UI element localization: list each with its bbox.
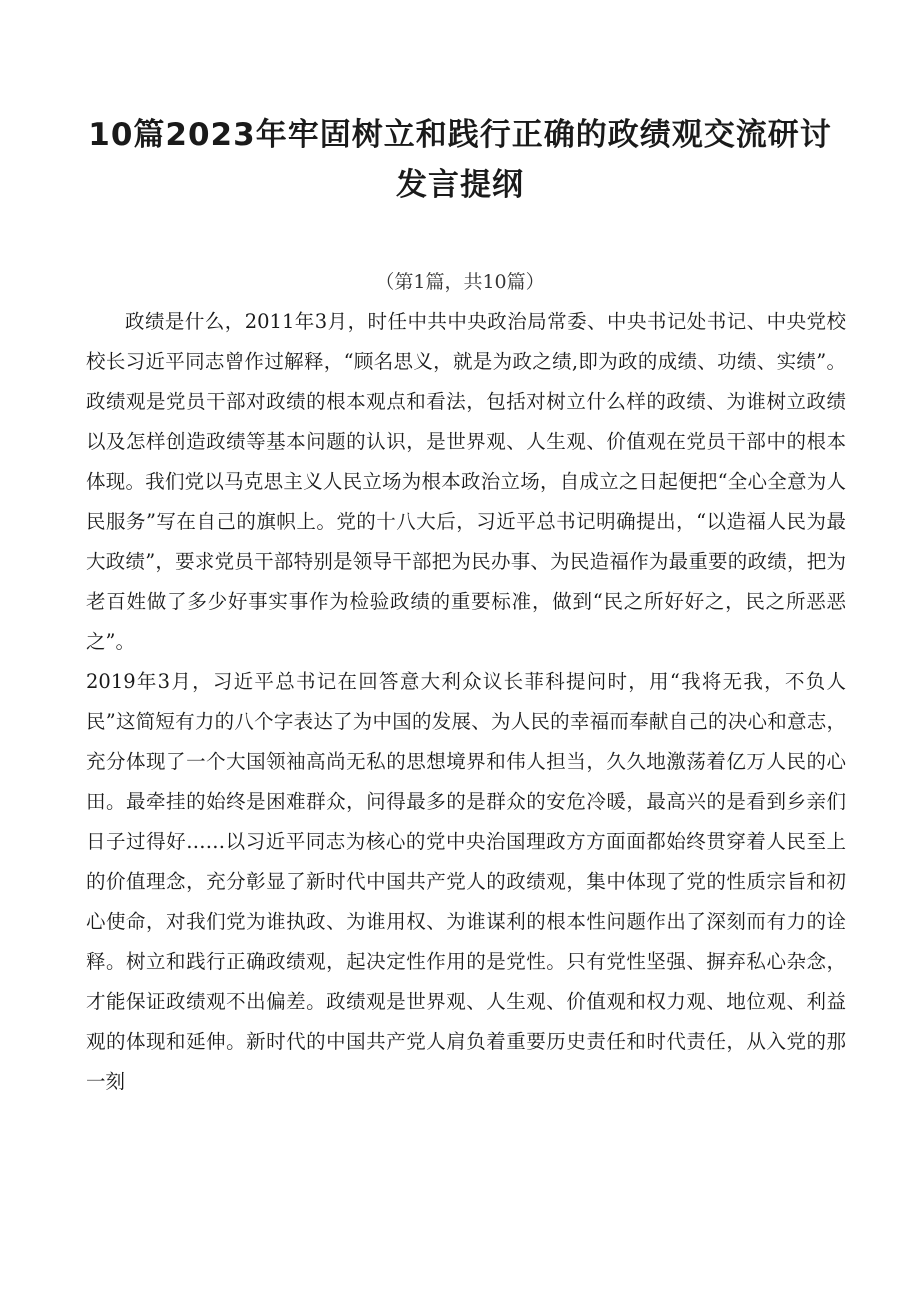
body-paragraph-2: 2019年3月，习近平总书记在回答意大利众议长菲科提问时，用“我将无我，不负人民”这简短有力的八个字表达了为中国的发展、为人民的幸福而奉献自己的决心和意志，充分体现了一个大国领袖高尚无私的思想境界和伟人担当，久久地激荡着亿万人民的心田。最牵挂的始终是困难群众，问得最多的是群众的安危冷暖，最高兴的是看到乡亲们日子过得好……以习近平同志为核心的党中央治国理政方方面面都始终贯穿着人民至上的价值理念，充分彰显了新时代中国共产党人的政绩观，集中体现了党的性质宗旨和初心使命，对我们党为谁执政、为谁用权、为谁谋利的根本性问题作出了深刻而有力的诠释。树立和践行正确政绩观，起决定性作用的是党性。只有党性坚强、摒弃私心杂念，才能保证政绩观不出偏差。政绩观是世界观、人生观、价值观和权力观、地位观、利益观的体现和延伸。新时代的中国共产党人肩负着重要历史责任和时代责任，从入党的那一刻 [86,670,846,1093]
document-title-line-1: 10篇2023年牢固树立和践行正确的政绩观交流研讨 [88,117,832,153]
part-subtitle: （第1篇，共10篇） [375,271,545,293]
body-paragraph-1: 政绩是什么，2011年3月，时任中共中央政治局常委、中央书记处书记、中央党校校长习近平同志曾作过解释，“顾名思义，就是为政之绩,即为政的成绩、功绩、实绩”。政绩观是党员干部对政绩的根本观点和看法，包括对树立什么样的政绩、为谁树立政绩以及怎样创造政绩等基本问题的认识，是世界观、人生观、价值观在党员干部中的根本体现。我们党以马克思主义人民立场为根本政治立场，自成立之日起便把“全心全意为人民服务”写在自己的旗帜上。党的十八大后，习近平总书记明确提出，“以造福人民为最大政绩”，要求党员干部特别是领导干部把为民办事、为民造福作为最重要的政绩，把为老百姓做了多少好事实事作为检验政绩的重要标准，做到“民之所好好之，民之所恶恶之”。 [86,310,846,653]
document-body [86,302,846,1102]
document-title-line-2: 发言提纲 [396,167,524,203]
